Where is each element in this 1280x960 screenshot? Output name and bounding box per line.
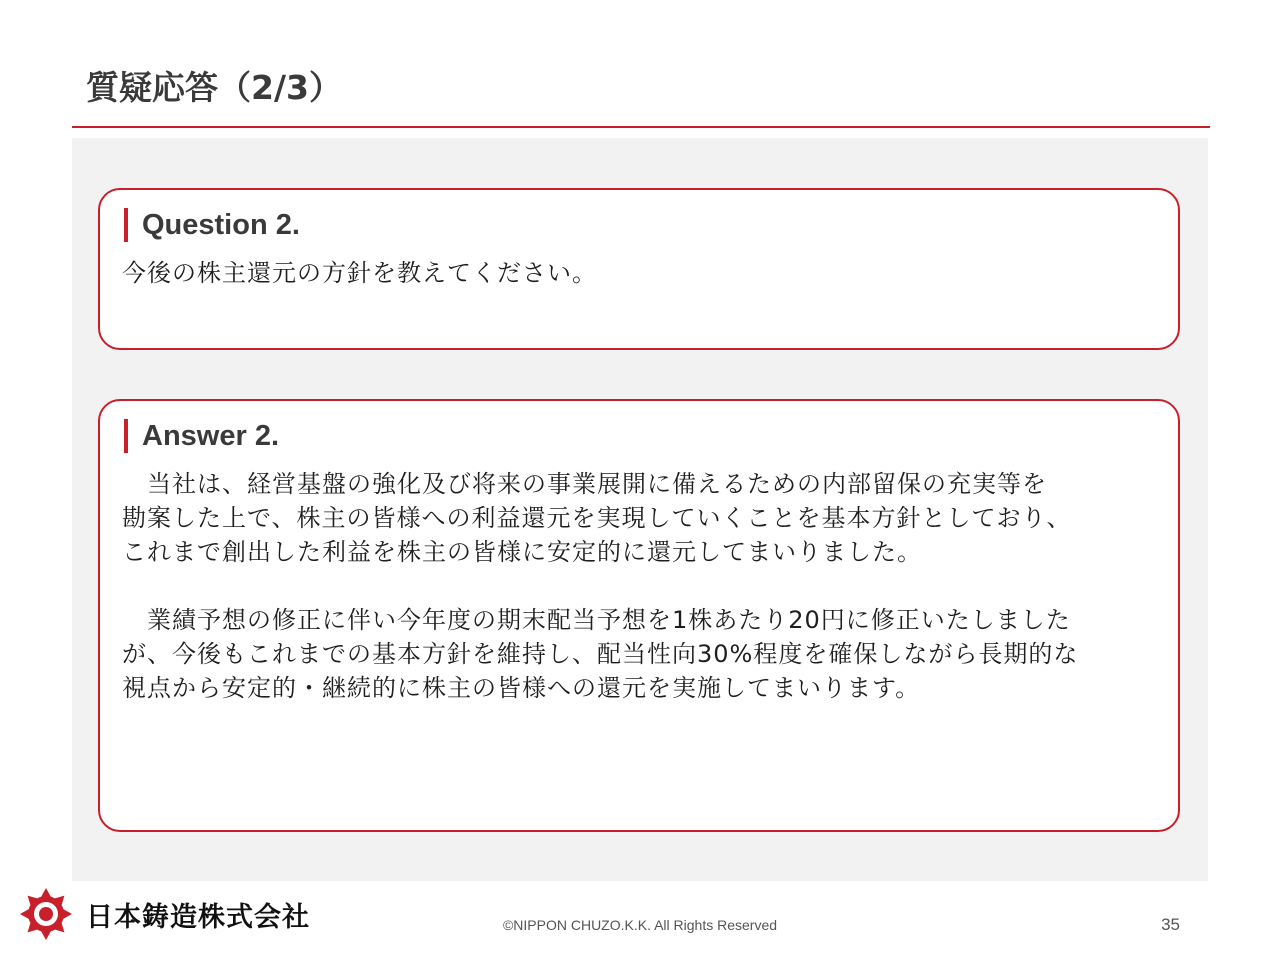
page-number: 35 [1161, 915, 1180, 934]
question-card [98, 188, 1180, 350]
company-name: 日本鋳造株式会社 [86, 901, 310, 933]
question-body [122, 256, 1148, 290]
answer-card [98, 399, 1180, 832]
answer-heading: Answer 2. [142, 419, 279, 452]
accent-bar [124, 208, 128, 242]
answer-header [124, 419, 279, 453]
question-text: 今後の株主還元の方針を教えてください。 [122, 259, 597, 287]
question-header [124, 208, 300, 242]
accent-bar [124, 419, 128, 453]
page-title: 質疑応答（2/3） [86, 68, 342, 107]
copyright-text: ©NIPPON CHUZO.K.K. All Rights Reserved [502, 917, 778, 933]
answer-paragraph-1: 当社は、経営基盤の強化及び将来の事業展開に備えるための内部留保の充実等を 勘案した上で、株主の皆様への利益還元を実現していくことを基本方針としており、 これまで創出した利益を株主の皆様に安定的に還元してまいりました。 [122, 470, 1072, 566]
answer-paragraph-2: 業績予想の修正に伴い今年度の期末配当予想を1株あたり20円に修正いたしました が、今後もこれまでの基本方針を維持し、配当性向30%程度を確保しながら長期的な 視点から安定的・継続的に株主の皆様への還元を実施してまいります。 [122, 606, 1079, 702]
answer-body [122, 467, 1148, 705]
question-heading: Question 2. [142, 208, 300, 241]
title-divider [72, 126, 1210, 128]
